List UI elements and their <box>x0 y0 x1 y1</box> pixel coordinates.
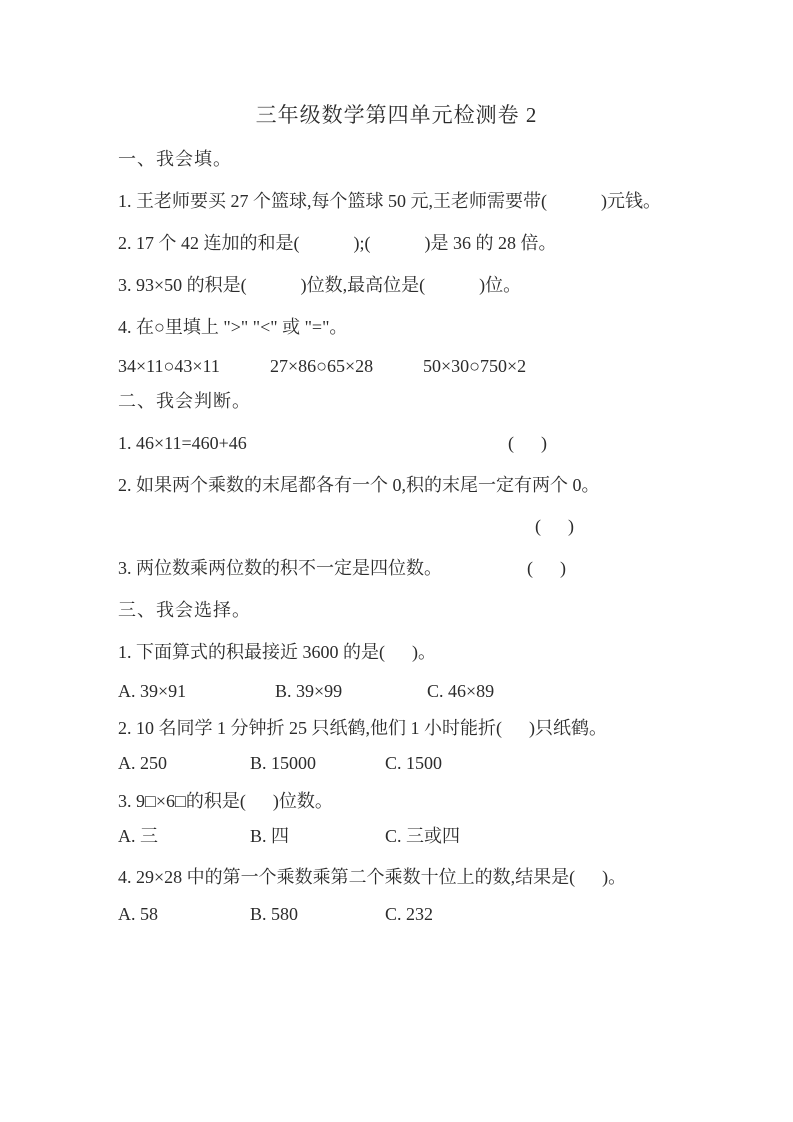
compare-expression-3: 50×30○750×2 <box>423 356 527 376</box>
compare-expression-2: 27×86○65×28 <box>270 356 374 376</box>
option-c: C. 1500 <box>385 753 443 773</box>
choice-question-4: 4. 29×28 中的第一个乘数乘第二个乘数十位上的数,结果是( )。 <box>118 867 627 887</box>
section2-heading: 二、我会判断。 <box>118 391 251 411</box>
page-title: 三年级数学第四单元检测卷 2 <box>255 103 538 127</box>
fill-question-1: 1. 王老师要买 27 个篮球,每个篮球 50 元,王老师需要带( )元钱。 <box>118 191 661 211</box>
section3-heading: 三、我会选择。 <box>118 600 251 620</box>
option-b: B. 15000 <box>250 753 317 773</box>
choice-question-1-options <box>118 679 793 703</box>
option-c: C. 232 <box>385 904 434 924</box>
judge-question-1 <box>118 431 793 455</box>
compare-row <box>118 354 793 378</box>
section1-heading: 一、我会填。 <box>118 149 232 169</box>
judge-question-3-text: 3. 两位数乘两位数的积不一定是四位数。 <box>118 558 442 578</box>
compare-expression-1: 34×11○43×11 <box>118 356 220 376</box>
option-a: A. 39×91 <box>118 681 187 701</box>
fill-question-2: 2. 17 个 42 连加的和是( );( )是 36 的 28 倍。 <box>118 233 557 253</box>
fill-question-3: 3. 93×50 的积是( )位数,最高位是( )位。 <box>118 275 522 295</box>
judge-question-3 <box>118 556 793 580</box>
option-a: A. 250 <box>118 753 167 773</box>
choice-question-2-options <box>118 751 793 775</box>
judge-question-1-text: 1. 46×11=460+46 <box>118 433 247 453</box>
choice-question-3-options <box>118 824 793 848</box>
choice-question-4-options <box>118 902 793 926</box>
answer-blank: ( ) <box>535 516 574 536</box>
answer-blank: ( ) <box>508 433 547 453</box>
choice-question-2: 2. 10 名同学 1 分钟折 25 只纸鹤,他们 1 小时能折( )只纸鹤。 <box>118 718 607 738</box>
choice-question-1: 1. 下面算式的积最接近 3600 的是( )。 <box>118 642 436 662</box>
option-a: A. 三 <box>118 826 158 846</box>
option-b: B. 580 <box>250 904 299 924</box>
choice-question-3: 3. 9□×6□的积是( )位数。 <box>118 791 333 811</box>
option-a: A. 58 <box>118 904 158 924</box>
option-b: B. 39×99 <box>275 681 343 701</box>
option-c: C. 46×89 <box>427 681 495 701</box>
option-b: B. 四 <box>250 826 290 846</box>
answer-blank: ( ) <box>527 558 566 578</box>
option-c: C. 三或四 <box>385 826 461 846</box>
fill-question-4: 4. 在○里填上 ">" "<" 或 "="。 <box>118 317 348 337</box>
judge-question-2: 2. 如果两个乘数的末尾都各有一个 0,积的末尾一定有两个 0。 <box>118 475 600 495</box>
